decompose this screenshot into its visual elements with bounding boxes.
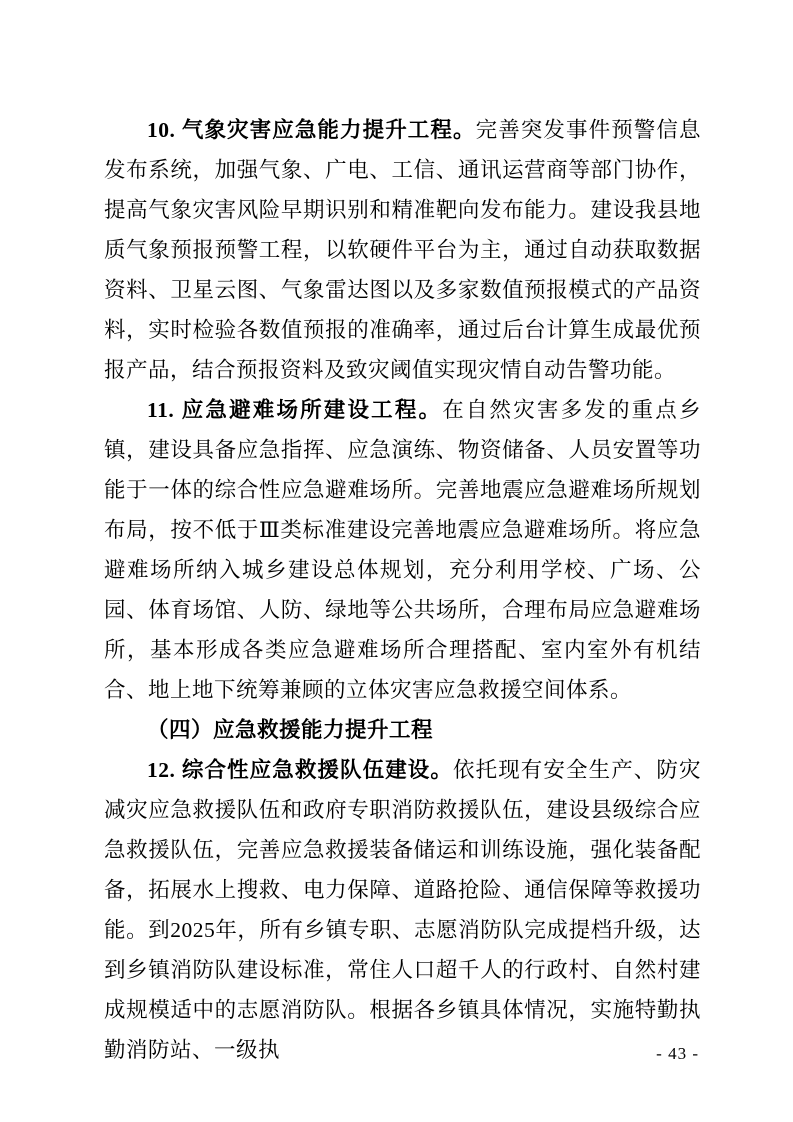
paragraph-10-title: 10. 气象灾害应急能力提升工程。 xyxy=(147,118,476,142)
paragraph-item-12 xyxy=(104,750,701,1070)
page-number: - 43 - xyxy=(656,1044,699,1063)
paragraph-item-10 xyxy=(104,110,701,390)
section-heading-4: （四）应急救援能力提升工程 xyxy=(147,718,434,742)
paragraph-10-body: 完善突发事件预警信息发布系统，加强气象、广电、工信、通讯运营商等部门协作，提高气象灾害风险早期识别和精准靶向发布能力。建设我县地质气象预报预警工程，以软硬件平台为主，通过自动获取数据资料、卫星云图、气象雷达图以及多家数值预报模式的产品资料，实时检验各数值预报的准确率，通过后台计算生成最优预报产品，结合预报资料及致灾阈值实现灾情自动告警功能。 xyxy=(104,118,701,382)
paragraph-12-body: 依托现有安全生产、防灾减灾应急救援队伍和政府专职消防救援队伍，建设县级综合应急救援队伍，完善应急救援装备储运和训练设施，强化装备配备，拓展水上搜救、电力保障、道路抢险、通信保障等救援功能。到2025年，所有乡镇专职、志愿消防队完成提档升级，达到乡镇消防队建设标准，常住人口超千人的行政村、自然村建成规模适中的志愿消防队。根据各乡镇具体情况，实施特勤执勤消防站、一级执 xyxy=(104,758,701,1062)
paragraph-12-title: 12. 综合性应急救援队伍建设。 xyxy=(147,758,454,782)
page-content xyxy=(104,110,701,1070)
paragraph-item-11 xyxy=(104,390,701,710)
paragraph-11-title: 11. 应急避难场所建设工程。 xyxy=(147,398,443,422)
paragraph-11-body: 在自然灾害多发的重点乡镇，建设具备应急指挥、应急演练、物资储备、人员安置等功能于一体的综合性应急避难场所。完善地震应急避难场所规划布局，按不低于Ⅲ类标准建设完善地震应急避难场所。将应急避难场所纳入城乡建设总体规划，充分利用学校、广场、公园、体育场馆、人防、绿地等公共场所，合理布局应急避难场所，基本形成各类应急避难场所合理搭配、室内室外有机结合、地上地下统筹兼顾的立体灾害应急救援空间体系。 xyxy=(104,398,701,702)
